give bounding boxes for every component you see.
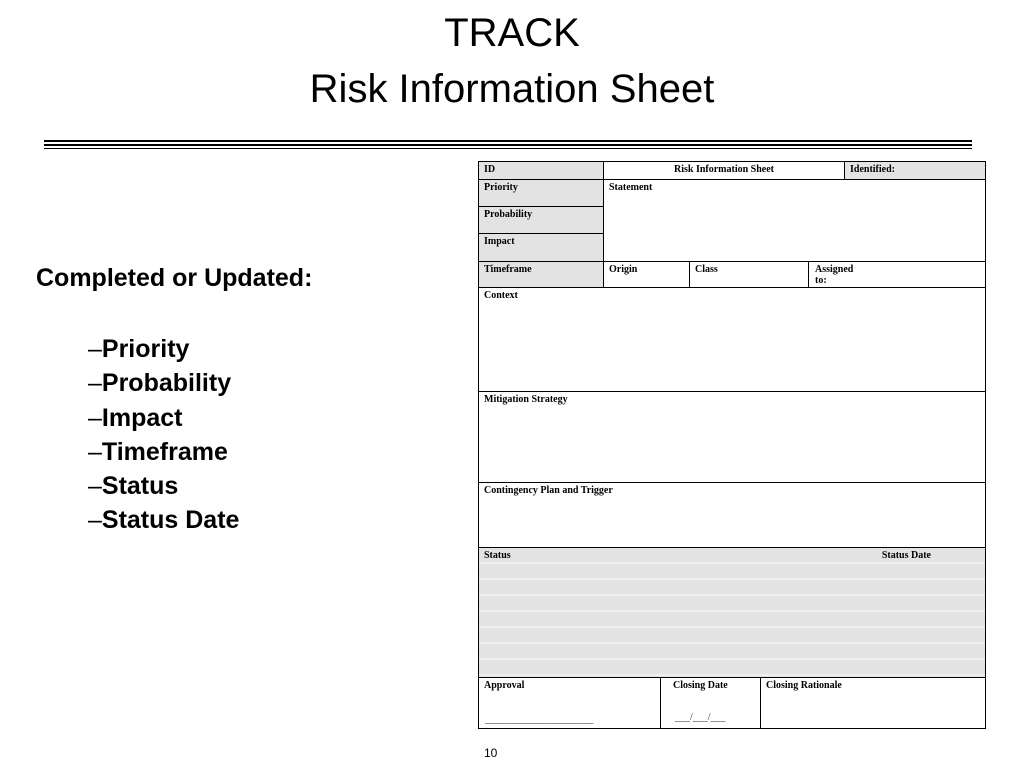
origin-label: Origin [609,264,638,275]
bullet-dash: – [88,369,102,398]
bullet-item [88,401,239,435]
bullet-dash: – [88,403,102,432]
closing-date-cell[interactable] [660,677,761,729]
id-cell[interactable] [478,161,604,180]
context-label: Context [484,290,518,301]
assigned-label: Assigned to: [815,264,854,286]
bullet-item [88,435,239,469]
assigned-cell[interactable] [808,261,986,288]
closing-rationale-label: Closing Rationale [766,680,842,691]
closing-date-label: Closing Date [673,680,728,691]
context-cell[interactable] [478,287,986,392]
bullet-dash: – [88,506,102,535]
statement-label: Statement [609,182,653,193]
sheet-title: Risk Information Sheet [673,164,774,175]
bullet-dash: – [88,437,102,466]
id-label: ID [484,164,496,175]
completed-heading: Completed or Updated: [36,264,313,292]
priority-label: Priority [484,182,518,193]
title-divider [44,140,972,142]
closing-date-blank: ___/___/___ [675,712,726,723]
status-label: Status [484,550,511,561]
slide-title-line1: TRACK [444,11,580,55]
identified-label: Identified: [850,164,895,175]
impact-cell[interactable] [478,233,604,262]
class-cell[interactable] [689,261,809,288]
timeframe-cell[interactable] [478,261,604,288]
bullet-item [88,469,239,503]
mitigation-label: Mitigation Strategy [484,394,568,405]
bullet-text: Timeframe [101,437,228,466]
probability-label: Probability [484,209,533,220]
bullet-text: Status Date [101,506,240,535]
status-date-label: Status Date [881,550,931,561]
risk-information-form [478,161,986,729]
bullet-text: Status [101,472,179,501]
sheet-title-cell [603,161,845,180]
title-divider [44,148,972,149]
approval-label: Approval [484,680,525,691]
bullet-text: Priority [101,335,190,363]
bullet-item [88,366,239,400]
contingency-cell[interactable] [478,482,986,548]
approval-cell[interactable] [478,677,661,729]
mitigation-cell[interactable] [478,391,986,483]
statement-cell[interactable] [603,179,986,262]
impact-label: Impact [484,236,515,247]
contingency-label: Contingency Plan and Trigger [484,485,613,496]
bullet-item [88,503,239,537]
closing-rationale-cell[interactable] [760,677,986,729]
bullet-text: Probability [101,369,232,398]
bullet-item [88,332,239,366]
probability-cell[interactable] [478,206,604,234]
class-label: Class [695,264,718,275]
page-number: 10 [484,746,498,760]
approval-signature-line: ________________________ [485,714,593,725]
bullet-dash: – [88,335,102,363]
slide-title-line2: Risk Information Sheet [309,67,715,111]
title-divider [44,144,972,146]
bullet-text: Impact [101,403,183,432]
origin-cell[interactable] [603,261,690,288]
status-cell[interactable] [478,547,986,678]
bullet-dash: – [88,472,102,501]
timeframe-label: Timeframe [484,264,532,275]
bullet-list [88,332,239,538]
priority-cell[interactable] [478,179,604,207]
identified-cell[interactable] [844,161,986,180]
